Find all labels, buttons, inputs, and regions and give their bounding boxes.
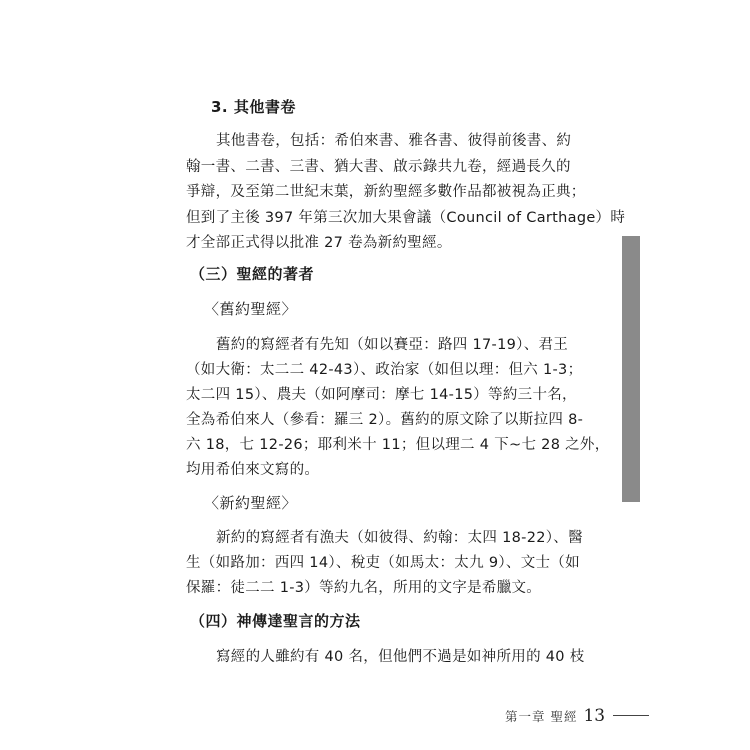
subsection-heading: 〈舊約聖經〉 bbox=[204, 300, 298, 318]
paragraph-line: 生（如路加：西四 14）、稅吏（如馬太：太九 9）、文士（如 bbox=[186, 555, 580, 571]
paragraph-line: 六 18，七 12-26；耶利米十 11；但以理二 4 下~七 28 之外， bbox=[186, 437, 610, 453]
paragraph-line: 爭辯，及至第二世紀末葉，新約聖經多數作品都被視為正典； bbox=[186, 184, 586, 200]
chapter-title: 第一章 聖經 bbox=[505, 709, 578, 724]
part-heading: （四）神傳達聖言的方法 bbox=[190, 612, 361, 630]
paragraph-line: 寫經的人雖約有 40 名，但他們不過是如神所用的 40 枝 bbox=[216, 649, 585, 665]
paragraph-line: 太二四 15）、農夫（如阿摩司：摩七 14-15）等約三十名， bbox=[186, 387, 577, 403]
page-footer bbox=[505, 706, 649, 726]
page-number: 13 bbox=[583, 706, 606, 726]
subsection-heading: 〈新約聖經〉 bbox=[204, 494, 298, 512]
footer-rule bbox=[613, 715, 649, 716]
part-heading: （三）聖經的著者 bbox=[190, 265, 315, 283]
paragraph-line: 舊約的寫經者有先知（如以賽亞：路四 17-19）、君王 bbox=[216, 337, 569, 353]
paragraph-line: 均用希伯來文寫的。 bbox=[186, 462, 320, 478]
paragraph-line: 其他書卷，包括：希伯來書、雅各書、彼得前後書、約 bbox=[216, 133, 572, 149]
paragraph-line: 新約的寫經者有漁夫（如彼得、約翰：太四 18-22）、醫 bbox=[216, 530, 583, 546]
chapter-side-tab bbox=[622, 236, 640, 502]
paragraph-line: （如大衛：太二二 42-43）、政治家（如但以理：但六 1-3； bbox=[186, 362, 583, 378]
paragraph-line: 保羅：徒二二 1-3）等約九名，所用的文字是希臘文。 bbox=[186, 580, 542, 596]
paragraph-line: 全為希伯來人（參看：羅三 2）。舊約的原文除了以斯拉四 8- bbox=[186, 412, 584, 428]
section-heading: 3. 其他書卷 bbox=[211, 98, 296, 116]
paragraph-line: 才全部正式得以批准 27 卷為新約聖經。 bbox=[186, 235, 452, 251]
paragraph-line: 但到了主後 397 年第三次加大果會議（Council of Carthage）時 bbox=[186, 210, 626, 226]
paragraph-line: 翰一書、二書、三書、猶大書、啟示錄共九卷，經過長久的 bbox=[186, 159, 571, 175]
